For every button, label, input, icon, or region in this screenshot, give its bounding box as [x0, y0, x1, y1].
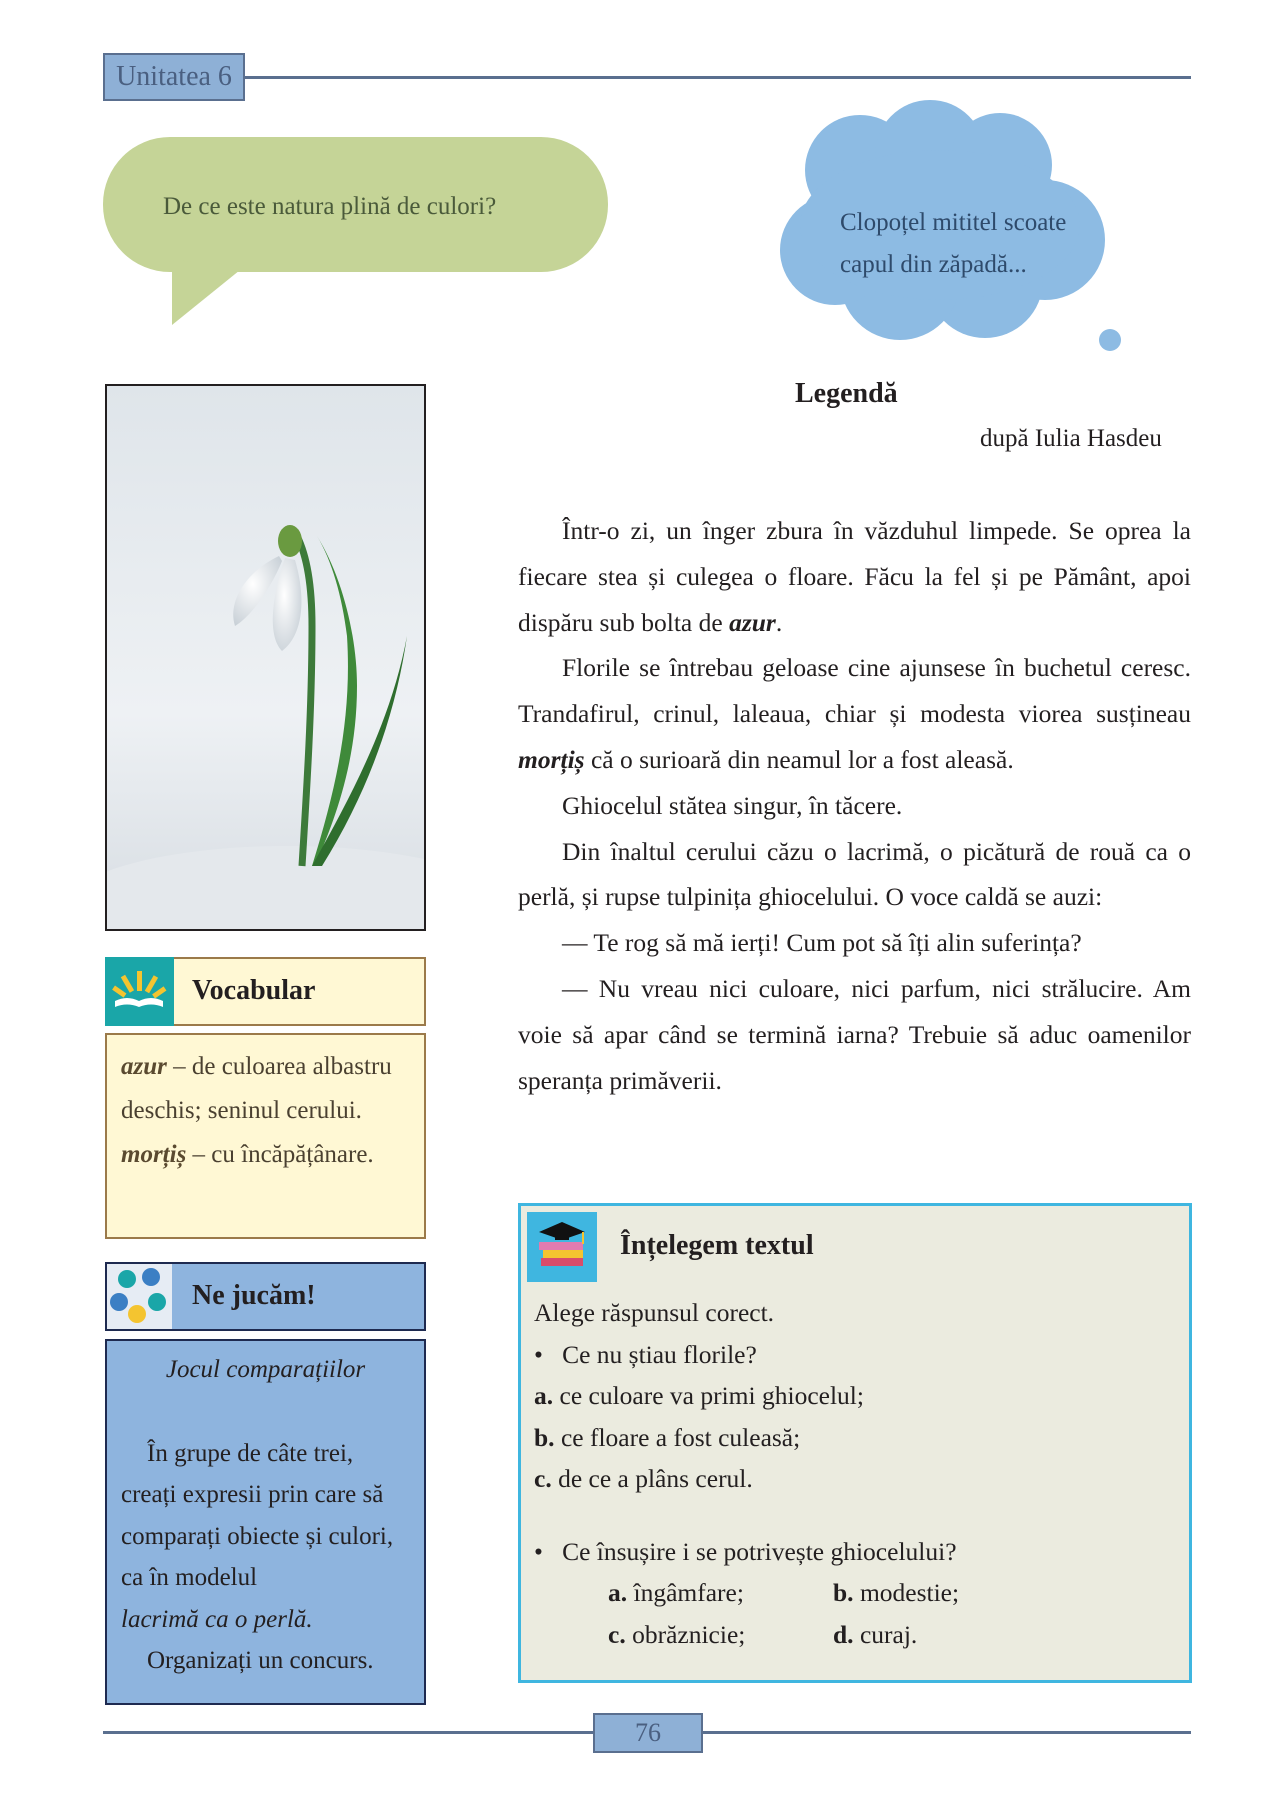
story-paragraph-6: — Nu vreau nici culoare, nici parfum, nici strălucire. Am voie să apar când se termină iarna? Trebuie să aduc oamenilor speranța primăverii.	[518, 973, 1191, 1095]
q1-option-a-letter: a.	[534, 1381, 554, 1410]
vocabulary-body	[105, 1033, 426, 1239]
q2-option-a-text: îngâmfare;	[633, 1578, 744, 1607]
q1-option-c-text: de ce a plâns cerul.	[558, 1464, 753, 1493]
story-paragraph-5: — Te rog să mă ierți! Cum pot să îți alin suferința?	[562, 928, 1082, 958]
comprehension-body	[534, 1292, 1174, 1655]
thought-cloud-text	[840, 202, 1130, 286]
q1-option-c-letter: c.	[534, 1464, 552, 1493]
question-1-text: Ce nu știau florile?	[562, 1339, 757, 1369]
q1-option-b-text: ce floare a fost culeasă;	[560, 1422, 801, 1452]
story-paragraph-4: Din înaltul cerului căzu o lacrimă, o picătură de rouă ca o perlă, și rupse tulpinița ghiocelului. O voce caldă se auzi:	[518, 836, 1191, 912]
game-example: lacrimă ca o perlă.	[121, 1605, 313, 1633]
q2-option-a-letter: a.	[608, 1578, 628, 1607]
story-paragraph-1	[518, 508, 1191, 645]
speech-bubble-text: De ce este natura plină de culori?	[163, 193, 497, 220]
story-author: după Iulia Hasdeu	[980, 425, 1162, 452]
graduation-books-icon	[527, 1212, 597, 1282]
q2-option-a	[608, 1572, 833, 1614]
story-term-mortis: morțiș	[518, 744, 585, 774]
snowdrop-image	[107, 386, 426, 931]
q2-option-c-letter: c.	[608, 1619, 626, 1649]
story-p1-text: Într-o zi, un înger zbura în văzduhul limpede. Se oprea la fiecare stea și culegea o floare. Făcu la fel și pe Pământ, apoi dispăru sub bolta de	[518, 516, 1191, 637]
q2-option-b-text: modestie;	[859, 1578, 960, 1607]
game-title: Ne jucăm!	[192, 1280, 316, 1311]
q2-option-b-letter: b.	[833, 1578, 854, 1607]
story-p2-text: Florile se întrebau geloase cine ajunsese în buchetul ceresc. Trandafirul, crinul, laleaua, chiar și modesta viorea susțineau	[518, 653, 1191, 729]
question-2: • Ce însușire i se potrivește ghiocelului?	[534, 1536, 957, 1566]
footer-rule-left	[103, 1731, 593, 1734]
question-1: • Ce nu știau florile?	[534, 1339, 757, 1369]
comprehension-title: Înțelegem textul	[620, 1230, 814, 1261]
vocab-term-mortis: morțiș	[121, 1141, 187, 1168]
q2-option-b	[833, 1572, 1033, 1614]
header-rule	[245, 76, 1191, 79]
q2-option-d	[833, 1614, 1033, 1656]
vocabulary-title: Vocabular	[192, 975, 316, 1006]
story-title: Legendă	[795, 378, 898, 409]
book-icon	[105, 957, 174, 1026]
q1-option-b	[534, 1417, 1174, 1459]
footer-rule-right	[703, 1731, 1191, 1734]
game-instructions: În grupe de câte trei, creați expresii prin care să comparați obiecte și culori, ca în modelul	[121, 1439, 394, 1591]
game-subtitle: Jocul comparațiilor	[165, 1356, 366, 1383]
vocab-def-mortis: – cu încăpățânare.	[186, 1141, 374, 1168]
speech-bubble	[100, 130, 620, 330]
vocab-def-azur: – de culoarea albastru deschis; seninul cerului.	[121, 1053, 392, 1124]
question-2-text: Ce însușire i se potrivește ghiocelului?	[562, 1536, 957, 1566]
story-term-azur: azur	[729, 607, 776, 637]
vocab-term-azur: azur	[121, 1053, 167, 1080]
q2-option-d-text: curaj.	[859, 1619, 918, 1649]
q2-option-d-letter: d.	[833, 1619, 854, 1649]
hands-icon	[107, 1264, 172, 1329]
unit-label: Unitatea 6	[103, 53, 245, 101]
story-p1-end: .	[775, 607, 783, 637]
thought-line-1: Clopoțel mititel scoate	[840, 209, 1067, 236]
story-p2-end: că o surioară din neamul lor a fost aleasă.	[584, 744, 1014, 774]
q1-option-a	[534, 1375, 1174, 1417]
snowdrop-photo	[105, 384, 426, 931]
q1-option-b-letter: b.	[534, 1422, 555, 1452]
thought-line-2: capul din zăpadă...	[840, 251, 1027, 278]
story-paragraph-3: Ghiocelul stătea singur, în tăcere.	[562, 790, 903, 820]
q1-option-a-text: ce culoare va primi ghiocelul;	[559, 1381, 864, 1410]
page-number: 76	[593, 1713, 703, 1753]
story-text	[518, 508, 1191, 1103]
game-body	[105, 1339, 426, 1705]
q1-option-c	[534, 1458, 1174, 1500]
q2-option-c	[608, 1614, 833, 1656]
q2-option-c-text: obrăznicie;	[632, 1619, 746, 1649]
story-paragraph-2	[518, 645, 1191, 782]
q2-options	[534, 1572, 1174, 1655]
comprehension-instruction: Alege răspunsul corect.	[534, 1298, 775, 1327]
game-closing: Organizați un concurs.	[147, 1647, 374, 1674]
